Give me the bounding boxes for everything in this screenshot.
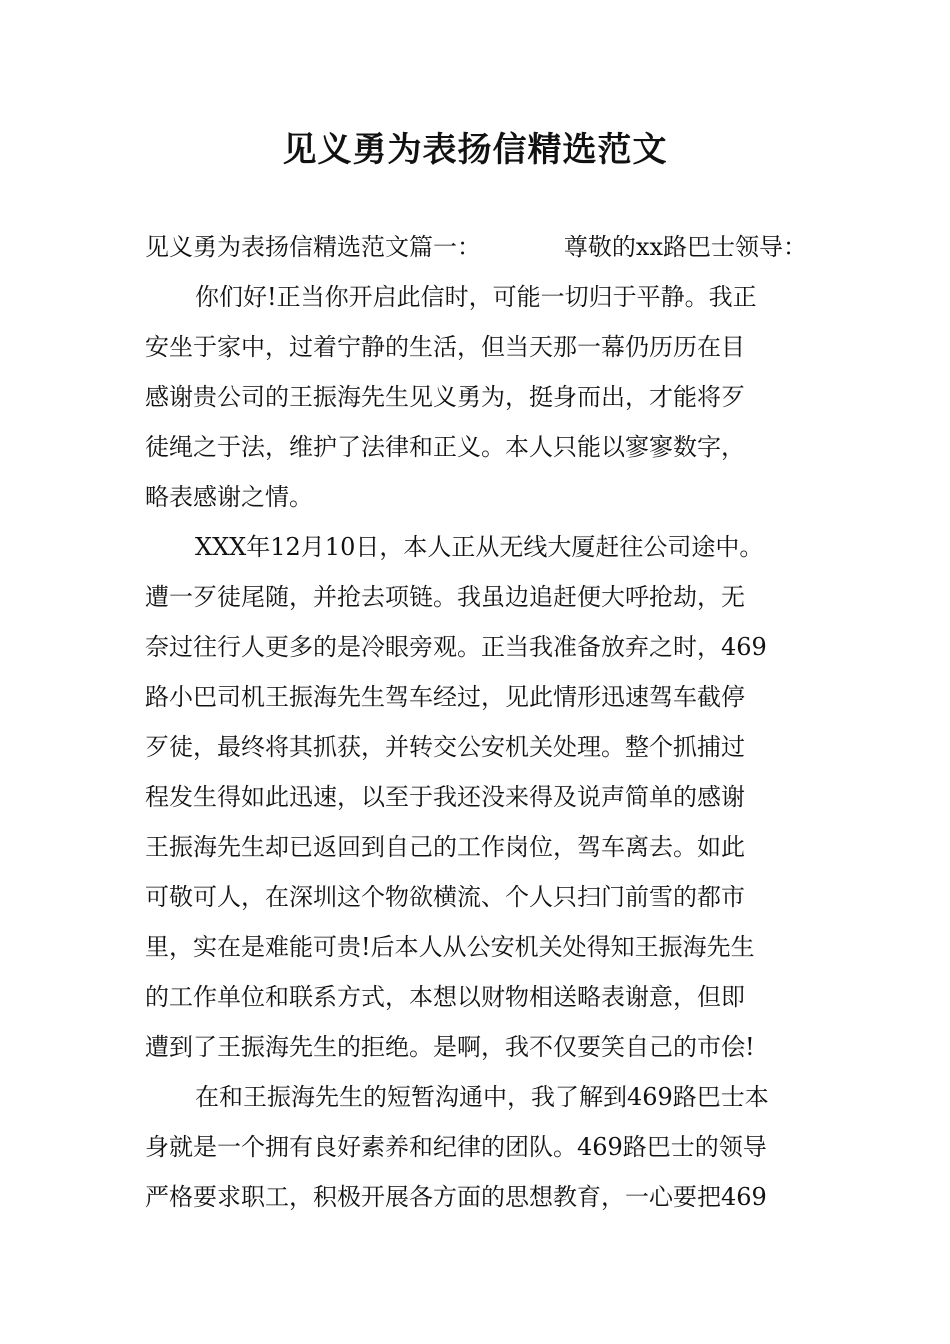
paragraph-line: 遭到了王振海先生的拒绝。是啊，我不仅要笑自己的市侩!: [145, 1033, 755, 1061]
paragraph-line: 你们好!正当你开启此信时，可能一切归于平静。我正: [195, 283, 757, 311]
paragraph-line: 王振海先生却已返回到自己的工作岗位，驾车离去。如此: [145, 833, 745, 861]
paragraph-line: 遭一歹徒尾随，并抢去项链。我虽边追赶便大呼抢劫，无: [145, 583, 745, 611]
paragraph-line: XXX年12月10日，本人正从无线大厦赶往公司途中。: [195, 533, 764, 561]
paragraph-line: 可敬可人，在深圳这个物欲横流、个人只扫门前雪的都市: [145, 883, 745, 911]
salutation: 尊敬的xx路巴士领导：: [563, 233, 807, 261]
salutation-row: [145, 222, 807, 272]
paragraph-line: 奈过往行人更多的是冷眼旁观。正当我准备放弃之时，469: [145, 633, 767, 661]
paragraph-line: 的工作单位和联系方式，本想以财物相送略表谢意，但即: [145, 983, 745, 1011]
paragraph-line: 感谢贵公司的王振海先生见义勇为，挺身而出，才能将歹: [145, 383, 745, 411]
document-title: 见义勇为表扬信精选范文: [282, 130, 668, 170]
paragraph-line: 里，实在是难能可贵!后本人从公安机关处得知王振海先生: [145, 933, 755, 961]
paragraph-line: 在和王振海先生的短暂沟通中，我了解到469路巴士本: [195, 1083, 769, 1111]
paragraph-line: 歹徒，最终将其抓获，并转交公安机关处理。整个抓捕过: [145, 733, 745, 761]
paragraph-line: 安坐于家中，过着宁静的生活，但当天那一幕仍历历在目: [145, 333, 745, 361]
paragraph-line: 徒绳之于法，维护了法律和正义。本人只能以寥寥数字，: [145, 433, 745, 461]
paragraph-line: 严格要求职工，积极开展各方面的思想教育，一心要把469: [145, 1183, 767, 1211]
paragraph-line: 路小巴司机王振海先生驾车经过，见此情形迅速驾车截停: [145, 683, 745, 711]
section-heading: 见义勇为表扬信精选范文篇一：: [145, 233, 481, 261]
document-body: [145, 222, 807, 1222]
paragraph-line: 身就是一个拥有良好素养和纪律的团队。469路巴士的领导: [145, 1133, 767, 1161]
paragraph-line: 略表感谢之情。: [145, 483, 313, 511]
paragraph-line: 程发生得如此迅速，以至于我还没来得及说声简单的感谢: [145, 783, 745, 811]
